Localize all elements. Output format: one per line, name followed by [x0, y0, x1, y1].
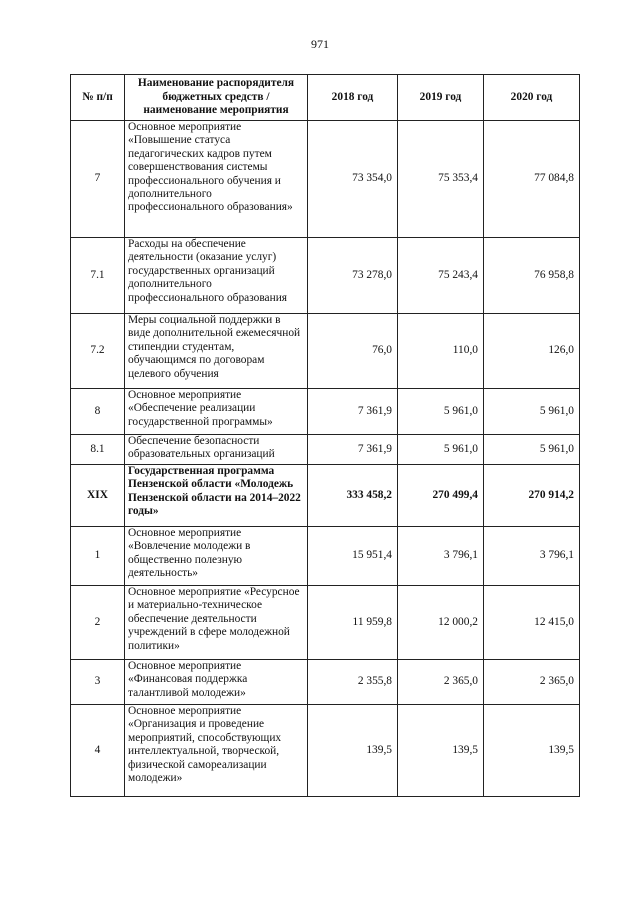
row-2019: 139,5	[398, 705, 484, 797]
row-2018: 139,5	[308, 705, 398, 797]
row-name: Основное мероприятие «Вовлечение молодежи в общественно полезную деятельность»	[125, 527, 308, 586]
header-2018: 2018 год	[308, 75, 398, 121]
row-2018: 333 458,2	[308, 465, 398, 527]
header-2020: 2020 год	[484, 75, 580, 121]
table-row	[71, 660, 580, 705]
page-number: 971	[311, 37, 329, 51]
table-row	[71, 586, 580, 660]
row-num: 7.1	[71, 238, 125, 314]
row-num: 2	[71, 586, 125, 660]
row-name: Основное мероприятие «Организация и проведение мероприятий, способствующих интеллектуальной, творческой, физической самореализации молодежи»	[125, 705, 308, 797]
row-2020: 12 415,0	[484, 586, 580, 660]
row-2019: 75 243,4	[398, 238, 484, 314]
row-num: 1	[71, 527, 125, 586]
header-2019: 2019 год	[398, 75, 484, 121]
row-2018: 76,0	[308, 314, 398, 389]
row-2018: 15 951,4	[308, 527, 398, 586]
row-2020: 3 796,1	[484, 527, 580, 586]
row-2020: 126,0	[484, 314, 580, 389]
budget-table	[70, 74, 580, 797]
row-name: Основное мероприятие «Ресурсное и материально-техническое обеспечение деятельности учреждений в сфере молодежной политики»	[125, 586, 308, 660]
row-2018: 7 361,9	[308, 389, 398, 435]
row-2018: 73 278,0	[308, 238, 398, 314]
row-2020: 270 914,2	[484, 465, 580, 527]
header-name: Наименование распорядителя бюджетных средств / наименование мероприятия	[125, 75, 308, 121]
table-row-program	[71, 465, 580, 527]
table-row	[71, 705, 580, 797]
row-2020: 77 084,8	[484, 121, 580, 238]
row-num: 4	[71, 705, 125, 797]
row-2019: 3 796,1	[398, 527, 484, 586]
table-row	[71, 238, 580, 314]
row-2018: 2 355,8	[308, 660, 398, 705]
row-2019: 75 353,4	[398, 121, 484, 238]
row-2019: 12 000,2	[398, 586, 484, 660]
table-row	[71, 527, 580, 586]
row-2018: 7 361,9	[308, 435, 398, 465]
row-name: Основное мероприятие «Финансовая поддержка талантливой молодежи»	[125, 660, 308, 705]
row-num: 7	[71, 121, 125, 238]
row-name: Основное мероприятие «Повышение статуса педагогических кадров путем совершенствования системы профессионального обучения и дополнительного профессионального образования»	[125, 121, 308, 238]
row-num: XIX	[71, 465, 125, 527]
row-num: 8	[71, 389, 125, 435]
row-2019: 110,0	[398, 314, 484, 389]
row-2020: 5 961,0	[484, 435, 580, 465]
row-name: Расходы на обеспечение деятельности (оказание услуг) государственных организаций дополнительного профессионального образования	[125, 238, 308, 314]
row-name: Государственная программа Пензенской области «Молодежь Пензенской области на 2014–2022 годы»	[125, 465, 308, 527]
row-2020: 5 961,0	[484, 389, 580, 435]
row-2018: 73 354,0	[308, 121, 398, 238]
row-2020: 139,5	[484, 705, 580, 797]
row-name: Меры социальной поддержки в виде дополнительной ежемесячной стипендии студентам, обучающимся по договорам целевого обучения	[125, 314, 308, 389]
row-2020: 76 958,8	[484, 238, 580, 314]
row-name: Обеспечение безопасности образовательных организаций	[125, 435, 308, 465]
row-num: 8.1	[71, 435, 125, 465]
row-num: 7.2	[71, 314, 125, 389]
row-2019: 270 499,4	[398, 465, 484, 527]
row-2019: 5 961,0	[398, 389, 484, 435]
row-2019: 2 365,0	[398, 660, 484, 705]
row-2018: 11 959,8	[308, 586, 398, 660]
table-row	[71, 435, 580, 465]
row-2019: 5 961,0	[398, 435, 484, 465]
header-num: № п/п	[71, 75, 125, 121]
table-row	[71, 121, 580, 238]
row-2020: 2 365,0	[484, 660, 580, 705]
table-row	[71, 314, 580, 389]
row-num: 3	[71, 660, 125, 705]
row-name: Основное мероприятие «Обеспечение реализации государственной программы»	[125, 389, 308, 435]
header-row	[71, 75, 580, 121]
table-row	[71, 389, 580, 435]
